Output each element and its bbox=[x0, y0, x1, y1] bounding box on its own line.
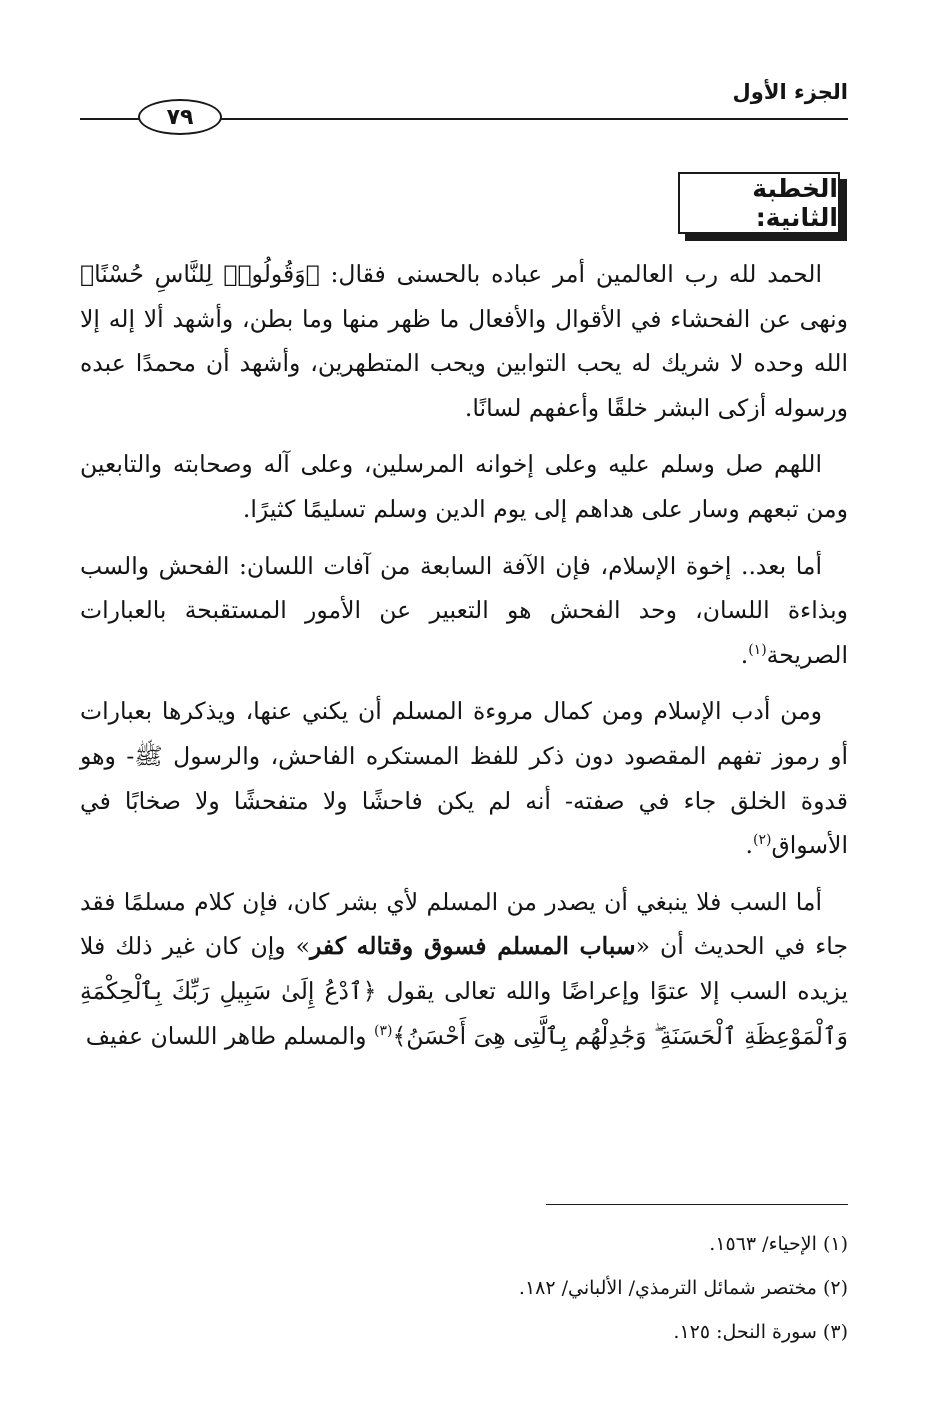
paragraph-prayer: اللهم صل وسلم عليه وعلى إخوانه المرسلين، وعلى آله وصحابته والتابعين ومن تبعهم وسار على هداهم إلى يوم الدين وسلم تسليمًا كثيرًا. bbox=[80, 450, 848, 523]
footnote-ref-1: (١) bbox=[748, 641, 767, 658]
paragraph-text: أما السب فلا ينبغي أن يصدر من المسلم لأي بشر كان، فإن كلام مسلمًا فقد جاء في الحديث أن « bbox=[80, 887, 848, 961]
footnote-1: (١) الإحياء/ ١٥٦٣. bbox=[709, 1233, 848, 1255]
paragraph-text: ومن أدب الإسلام ومن كمال مروءة المسلم أن يكني عنها، ويذكرها بعبارات أو رموز تفهم المقصود دون ذكر للفظ المستكره الفاحش، والرسول ﷺ- وهو قدوة الخلق جاء في صفته- أنه لم يكن فاحشًا ولا متفحشًا ولا صخابًا في الأسواق bbox=[80, 697, 848, 860]
paragraph-islamic-etiquette bbox=[80, 689, 848, 867]
body-text bbox=[80, 252, 848, 1070]
footnote-3: (٣) سورة النحل: ١٢٥. bbox=[673, 1321, 848, 1343]
paragraph-text: أما بعد.. إخوة الإسلام، فإن الآفة السابعة من آفات اللسان: الفحش والسب وبذاءة اللسان، وحد الفحش هو التعبير عن الأمور المستقبحة بالعبارات الصريحة bbox=[80, 551, 848, 669]
paragraph-end: . bbox=[745, 831, 753, 860]
hadith-quote: سباب المسلم فسوق وقتاله كفر bbox=[309, 932, 636, 961]
footnote-2: (٢) مختصر شمائل الترمذي/ الألباني/ ١٨٢. bbox=[518, 1277, 848, 1299]
paragraph-end: . bbox=[740, 640, 749, 669]
footnote-ref-2: (٢) bbox=[753, 832, 772, 849]
paragraph-insult bbox=[80, 880, 848, 1058]
footnote-ref-3: (٣) bbox=[374, 1022, 393, 1039]
paragraph-opening-praise: الحمد لله رب العالمين أمر عباده بالحسنى فقال: ﴿وَقُولُوا۟ لِلنَّاسِ حُسْنًا﴾ ونهى عن الفحشاء في الأقوال والأفعال ما ظهر منها وما بطن، وأشهد ألا إله إلا الله وحده لا شريك له يحب التوابين ويحب المتطهرين، وأشهد أن محمدًا عبده ورسوله أزكى البشر خلقًا وأعفهم لسانًا. bbox=[80, 260, 848, 422]
section-heading: الخطبة الثانية: bbox=[678, 172, 840, 234]
paragraph-text: » وإن كان غير ذلك فلا يزيده السب إلا عتوًا وإعراضًا والله تعالى يقول ﴿ٱدْعُ إِلَىٰ سَبِيلِ رَبِّكَ بِٱلْحِكْمَةِ وَٱلْمَوْعِظَةِ ٱلْحَسَنَةِ ۖ وَجَٰدِلْهُم بِٱلَّتِى هِىَ أَحْسَنُ﴾ bbox=[80, 932, 848, 1050]
page-number: ٧٩ bbox=[138, 99, 222, 135]
paragraph-seventh-affliction bbox=[80, 544, 848, 678]
paragraph-text: والمسلم طاهر اللسان عفيف bbox=[85, 1021, 374, 1050]
running-title: الجزء الأول bbox=[732, 80, 848, 104]
footnotes bbox=[80, 1222, 848, 1354]
footnote-rule bbox=[546, 1204, 848, 1205]
